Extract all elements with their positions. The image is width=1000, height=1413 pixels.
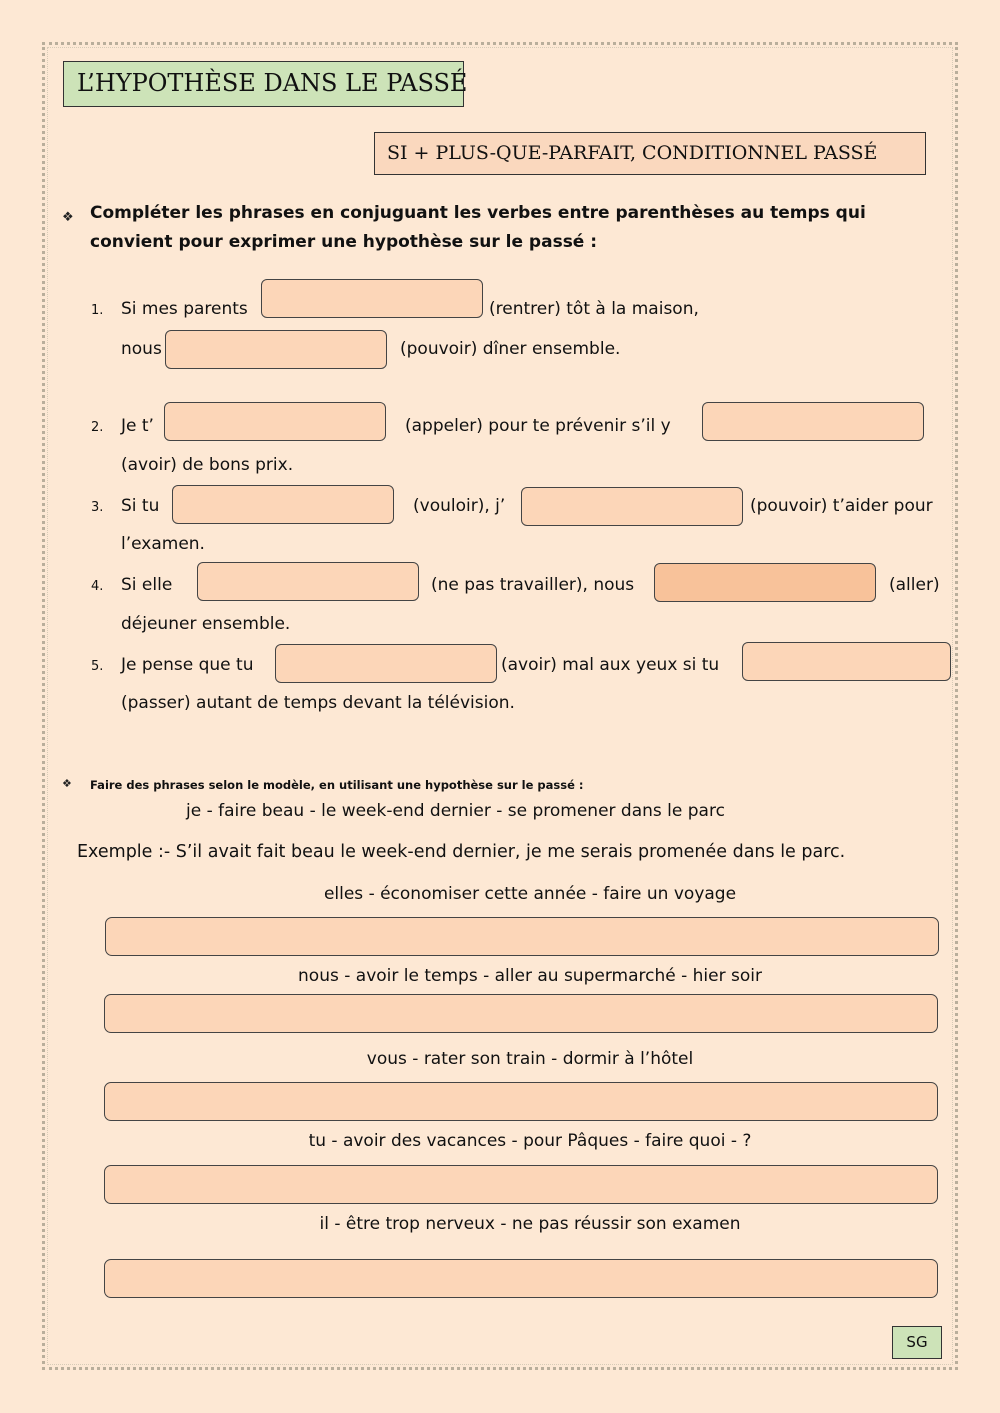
answer-line[interactable] [105,917,939,956]
instruction-line-1: Compléter les phrases en conjuguant les verbes entre parenthèses au temps qui [90,203,866,223]
item-text: Je pense que tu [121,655,254,675]
item-text: Je t’ [121,416,154,436]
item-text: (aller) [889,575,940,595]
model-prompt: je - faire beau - le week-end dernier - se promener dans le parc [186,801,725,821]
item-number: 2. [91,420,104,435]
answer-blank[interactable] [261,279,483,318]
answer-blank[interactable] [742,642,951,681]
item-number: 4. [91,579,104,594]
author-badge: SG [892,1326,942,1359]
prompt-text: tu - avoir des vacances - pour Pâques - faire quoi - ? [308,1131,752,1151]
item-text: (avoir) mal aux yeux si tu [501,655,720,675]
item-text: (pouvoir) t’aider pour [750,496,933,516]
item-text: l’examen. [121,534,205,554]
prompt-text: il - être trop nerveux - ne pas réussir son examen [319,1214,741,1234]
item-number: 5. [91,659,104,674]
instruction-line-2: convient pour exprimer une hypothèse sur le passé : [90,232,598,252]
answer-line[interactable] [104,1259,938,1298]
page-title: L’HYPOTHÈSE DANS LE PASSÉ [63,61,464,107]
item-text: Si tu [121,496,160,516]
item-text: déjeuner ensemble. [121,614,291,634]
item-text: (appeler) pour te prévenir s’il y [405,416,671,436]
item-text: Si mes parents [121,299,248,319]
answer-line[interactable] [104,1165,938,1204]
item-number: 3. [91,500,104,515]
diamond-bullet-icon: ❖ [62,210,74,225]
item-text: (ne pas travailler), nous [431,575,635,595]
prompt-text: nous - avoir le temps - aller au supermarché - hier soir [298,966,762,986]
item-text: nous [121,339,162,359]
answer-blank[interactable] [521,487,743,526]
answer-blank[interactable] [702,402,924,441]
item-number: 1. [91,303,104,318]
prompt-text: elles - économiser cette année - faire un voyage [323,884,737,904]
answer-blank[interactable] [164,402,386,441]
item-text: (rentrer) tôt à la maison, [489,299,699,319]
prompt-text: vous - rater son train - dormir à l’hôtel [366,1049,694,1069]
answer-blank[interactable] [172,485,394,524]
answer-line[interactable] [104,994,938,1033]
answer-blank[interactable] [275,644,497,683]
item-text: Si elle [121,575,173,595]
answer-blank-active[interactable] [654,563,876,602]
example-sentence: Exemple :- S’il avait fait beau le week-end dernier, je me serais promenée dans le parc. [77,842,846,862]
instruction-section-2: Faire des phrases selon le modèle, en utilisant une hypothèse sur le passé : [90,778,584,792]
page-subtitle: SI + PLUS-QUE-PARFAIT, CONDITIONNEL PASSÉ [374,132,926,175]
item-text: (pouvoir) dîner ensemble. [400,339,621,359]
item-text: (passer) autant de temps devant la télévision. [121,693,515,713]
answer-blank[interactable] [197,562,419,601]
answer-blank[interactable] [165,330,387,369]
item-text: (vouloir), j’ [413,496,506,516]
item-text: (avoir) de bons prix. [121,455,294,475]
diamond-bullet-icon: ❖ [62,777,72,790]
answer-line[interactable] [104,1082,938,1121]
